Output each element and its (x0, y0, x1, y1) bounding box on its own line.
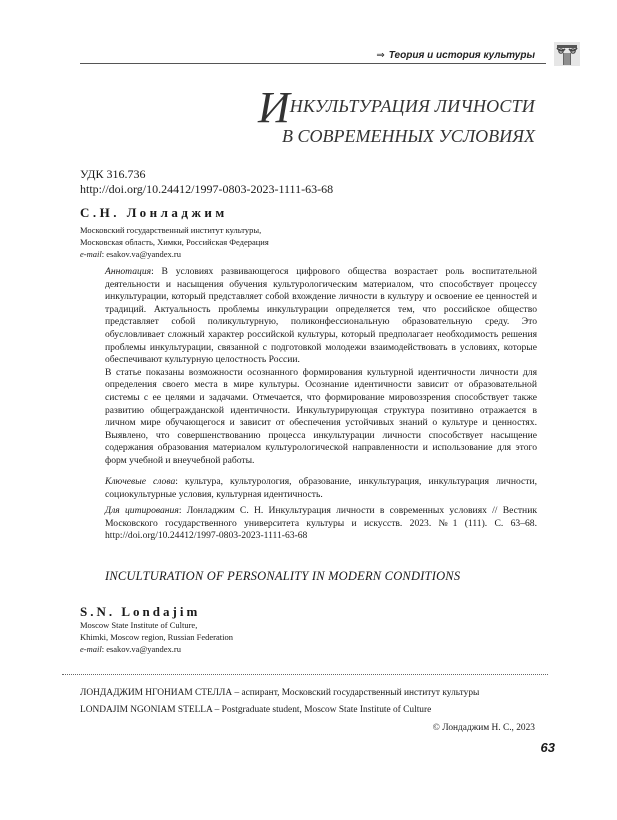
title-line-2: В СОВРЕМЕННЫХ УСЛОВИЯХ (281, 126, 535, 146)
copyright: © Лондаджим Н. С., 2023 (432, 723, 535, 733)
header-rule (80, 63, 546, 64)
footnote-divider (62, 674, 548, 675)
article-title-en: INCULTURATION OF PERSONALITY IN MODERN CONDITIONS (105, 569, 461, 583)
abstract (105, 266, 537, 468)
affiliation-ru-2: Московская область, Химки, Российская Федерация (80, 237, 269, 247)
article-title-ru (258, 83, 535, 147)
title-line-1: НКУЛЬТУРАЦИЯ ЛИЧНОСТИ (289, 96, 535, 116)
udc-code: УДК 316.736 (80, 167, 146, 181)
running-header (376, 50, 535, 61)
citation (105, 505, 537, 543)
email-label: e-mail (80, 249, 102, 259)
email-en (80, 644, 181, 655)
affiliation-en-2: Khimki, Moscow region, Russian Federation (80, 632, 233, 642)
page-number: 63 (540, 740, 555, 755)
author-name-ru: С.Н. Лонладжим (80, 205, 228, 220)
email-address[interactable]: : esakov.va@yandex.ru (101, 644, 181, 654)
abstract-paragraph-2: В статье показаны возможности осознанного формирования культурной идентичности личности для определения своего места в мире культуры. Осознание идентичности зависит от образовательной системы с ее целями и задачами. Отмечается, что формирование мировоззрения способствует также развитию общегражданской идентичности. Инкультурирующая структура позитивно отражается в личном мире обучающегося и зависит от обеспечения устойчивых знаний о культуре и ценностях. Выявлено, что совершенствованию процесса инкультурации личности способствует насыщение содержания образования материалом культурологической направленности и использование для этого форм учебной и внеучебной работы. (105, 366, 537, 466)
column-capital-icon (553, 40, 581, 68)
arrow-icon: ⇒ (376, 50, 385, 61)
title-initial: И (258, 83, 290, 132)
abstract-paragraph-1: Аннотация: В условиях развивающегося цифрового общества возрастает роль воспитательной деятельности и насыщения обучения культурологическим материалом, что способствует процессу инкультурации, который представляет собой вхождение личности в культуру и освоение ее ценностей и традиций. Актуальность проблемы инкультурации определяется тем, что российское общество представляет собой поликультурную, поликонфессиональную образовательную среду. Это обусловливает сложный характер российской культуры, который предполагает необходимость решения проблемы инкультурации, связанной с подготовкой молодежи взаимодействовать в условиях, которые обеспечивают культурную целостность России. (105, 266, 537, 366)
email-ru (80, 249, 181, 260)
author-name-en: S.N. Londajim (80, 604, 201, 619)
abstract-label: Аннотация (105, 266, 152, 277)
author-info-en: LONDAJIM NGONIAM STELLA – Postgraduate student, Moscow State Institute of Culture (80, 705, 432, 715)
section-title: Теория и история культуры (388, 50, 535, 61)
citation-text: : Лонладжим С. Н. Инкультурация личности в современных условиях // Вестник Московского государственного университета культуры и искусств. 2023. №1 (111). С. 63–68. http://doi.org/10.24412/1997-0803-2023-1111-63-68 (105, 505, 537, 542)
email-address[interactable]: : esakov.va@yandex.ru (101, 249, 181, 259)
keywords (105, 476, 537, 501)
keywords-text: : культура, культурология, образование, инкультурация, инкультурация личности, социокультурные условия, культурная идентичность. (105, 476, 537, 500)
affiliation-ru-1: Московский государственный институт культуры, (80, 225, 262, 235)
email-label: e-mail (80, 644, 102, 654)
citation-label: Для цитирования (105, 505, 179, 516)
author-info-ru: ЛОНДАДЖИМ НГОНИАМ СТЕЛЛА – аспирант, Московский государственный институт культуры (80, 688, 480, 698)
doi-link[interactable]: http://doi.org/10.24412/1997-0803-2023-1111-63-68 (80, 182, 334, 196)
affiliation-en-1: Moscow State Institute of Culture, (80, 620, 198, 630)
keywords-label: Ключевые слова (105, 476, 176, 487)
